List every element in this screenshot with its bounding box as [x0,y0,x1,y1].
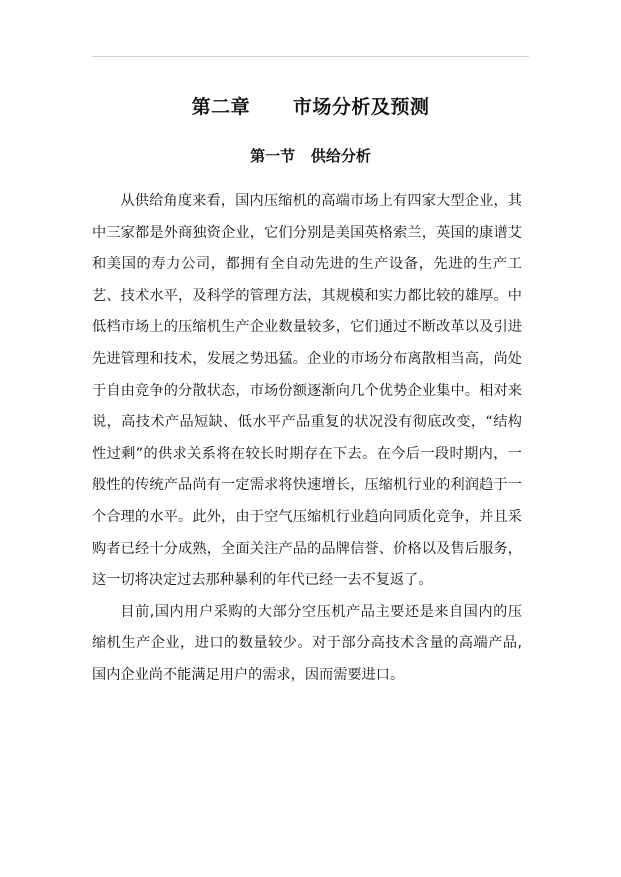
chapter-title: 第二章 市场分析及预测 [191,96,430,118]
section-title: 第一节 供给分析 [250,147,371,165]
header-divider [92,56,529,57]
paragraph-import-status: 目前,国内用户采购的大部分空压机产品主要还是来自国内的压缩机生产企业，进口的数量较少。对于部分高技术含量的高端产品,国内企业尚不能满足用户的需求，因而需要进口。 [92,603,522,683]
paragraph-supply-overview: 从供给角度来看，国内压缩机的高端市场上有四家大型企业，其中三家都是外商独资企业，它们分别是美国英格索兰，英国的康谱艾和美国的寿力公司，都拥有全自动先进的生产设备，先进的生产工艺、技术水平，及科学的管理方法，其规模和实力都比较的雄厚。中低档市场上的压缩机生产企业数量较多，它们通过不断改革以及引进先进管理和技术，发展之势迅猛。企业的市场分布离散相当高，尚处于自由竞争的分散状态，市场份额逐渐向几个优势企业集中。相对来说，高技术产品短缺、低水平产品重复的状况没有彻底改变，“结构性过剩”的供求关系将在较长时期存在下去。在今后一段时期内，一般性的传统产品尚有一定需求将快速增长，压缩机行业的利润趋于一个合理的水平。此外，由于空气压缩机行业趋向同质化竞争，并且采购者已经十分成熟，全面关注产品的品牌信誉、价格以及售后服务，这一切将决定过去那种暴利的年代已经一去不复返了。 [92,193,522,589]
body-text [92,186,522,692]
